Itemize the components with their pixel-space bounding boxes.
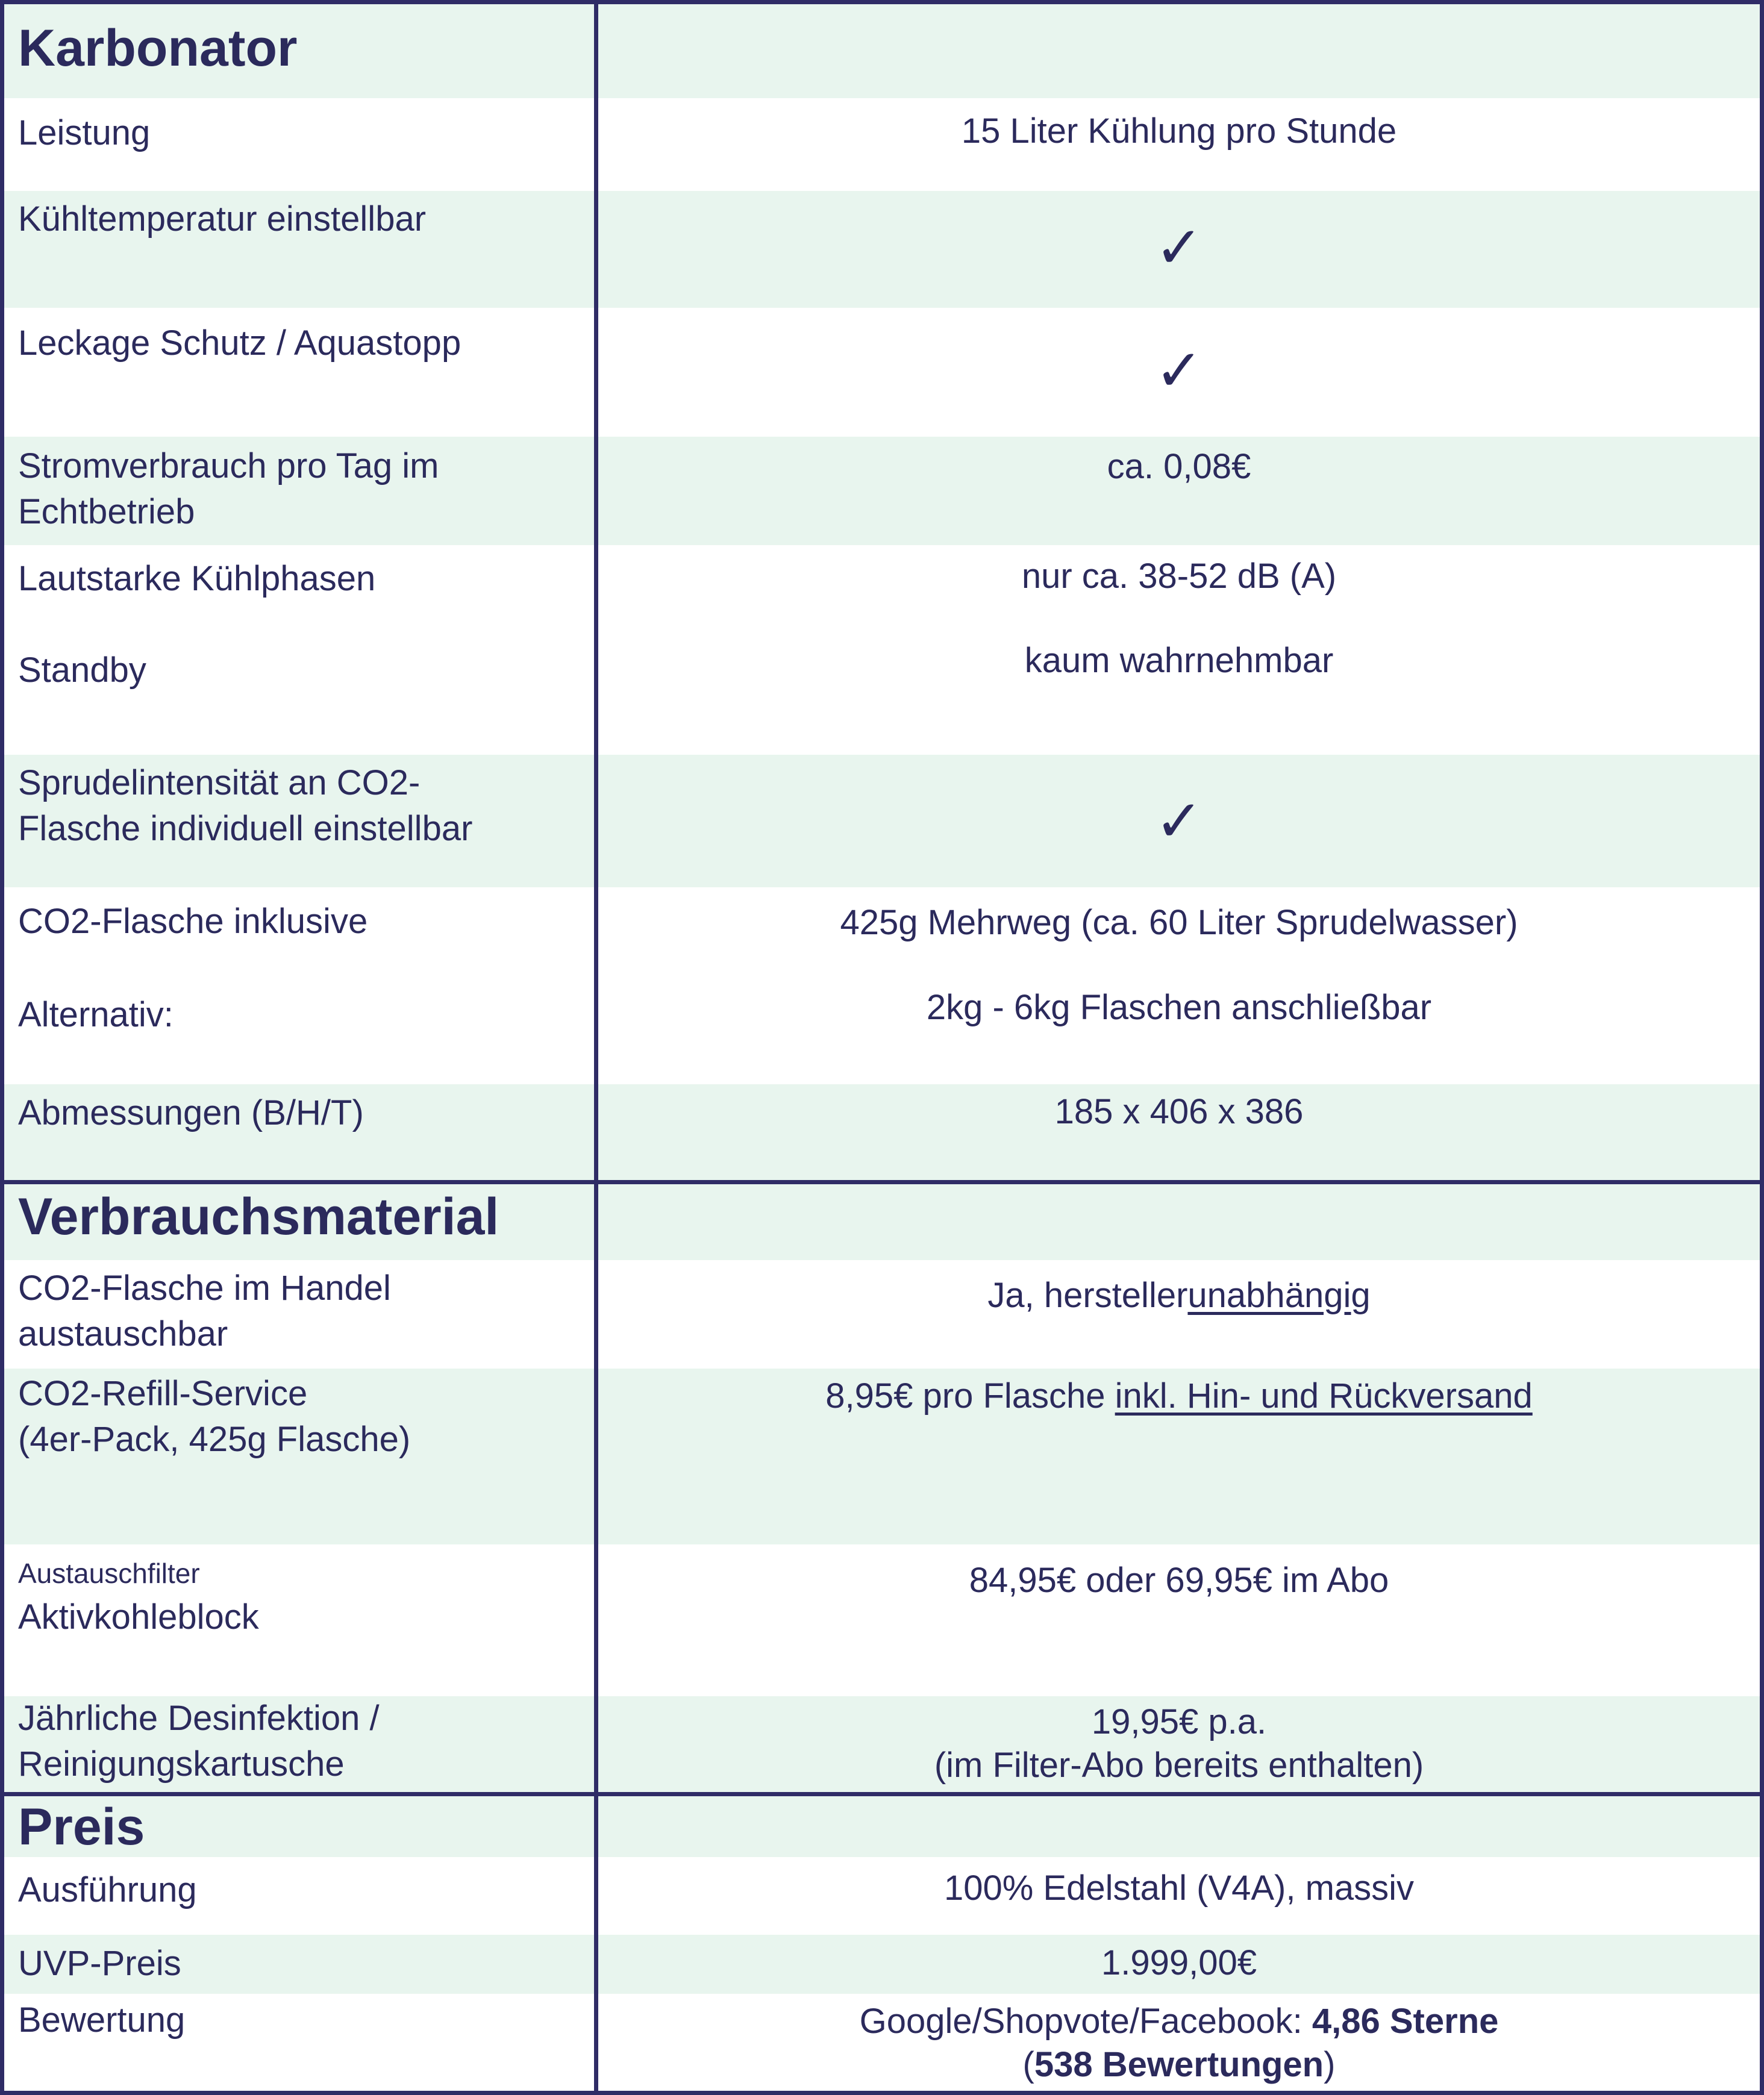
row-label-austauschfilter: Austauschfilter [18, 1558, 200, 1589]
row-label-kuehltemperatur: Kühltemperatur einstellbar [18, 199, 427, 239]
row-label-co2-flasche: CO2-Flasche inklusive [18, 902, 368, 941]
checkmark-icon: ✓ [1154, 789, 1204, 854]
paren-close: ) [1324, 2045, 1336, 2084]
row-label-leistung: Leistung [18, 113, 151, 152]
row-label-bewertung: Bewertung [18, 2000, 186, 2040]
row-label-co2-handel-line1: CO2-Flasche im Handel [18, 1269, 391, 1308]
row-value-abmessungen: 185 x 406 x 386 [1054, 1092, 1304, 1131]
value-text: Google/Shopvote/Facebook: [859, 2002, 1312, 2041]
row-label-sprudel-line2: Flasche individuell einstellbar [18, 809, 473, 848]
section-title-verbrauchsmaterial: Verbrauchsmaterial [18, 1188, 499, 1246]
row-label-desinfektion-line1: Jährliche Desinfektion / [18, 1699, 380, 1738]
rating-count: 538 Bewertungen [1034, 2045, 1324, 2084]
value-text: Ja, hersteller [987, 1276, 1188, 1315]
row-label-alternativ: Alternativ: [18, 995, 174, 1034]
section-divider [0, 1792, 1764, 1796]
row-label-co2-handel-line2: austauschbar [18, 1314, 228, 1353]
rating-stars: 4,86 Sterne [1312, 2002, 1499, 2041]
row-label-refill-line2: (4er-Pack, 425g Flasche) [18, 1420, 411, 1459]
row-value-leistung: 15 Liter Kühlung pro Stunde [961, 111, 1397, 151]
row-label-lautstaerke: Lautstarke Kühlphasen [18, 559, 376, 598]
row-value-lautstaerke: nur ca. 38-52 dB (A) [1021, 557, 1337, 596]
row-value-co2-flasche: 425g Mehrweg (ca. 60 Liter Sprudelwasser) [840, 903, 1518, 942]
value-text: 8,95€ pro Flasche [825, 1376, 1115, 1416]
row-value-uvp: 1.999,00€ [1101, 1943, 1257, 1982]
row-value-desinfektion-line2: (im Filter-Abo bereits enthalten) [934, 1746, 1424, 1785]
section-title-preis: Preis [18, 1798, 145, 1856]
section-title-karbonator: Karbonator [18, 19, 298, 77]
row-label-abmessungen: Abmessungen (B/H/T) [18, 1093, 364, 1132]
row-value-strom: ca. 0,08€ [1107, 447, 1251, 486]
column-divider [594, 0, 598, 2095]
row-label-leckage: Leckage Schutz / Aquastopp [18, 323, 461, 363]
paren-open: ( [1022, 2045, 1034, 2084]
checkmark-icon: ✓ [1154, 339, 1204, 403]
section-divider [0, 1180, 1764, 1184]
row-value-filter: 84,95€ oder 69,95€ im Abo [969, 1561, 1389, 1600]
row-value-co2-handel [598, 1274, 1760, 1317]
row-label-uvp: UVP-Preis [18, 1944, 181, 1983]
row-label-standby: Standby [18, 651, 146, 690]
row-label-aktivkohleblock: Aktivkohleblock [18, 1597, 259, 1637]
row-value-refill [598, 1375, 1760, 1418]
row-value-ausfuehrung: 100% Edelstahl (V4A), massiv [943, 1869, 1415, 1908]
versand-link[interactable]: inkl. Hin- und Rückversand [1115, 1376, 1533, 1416]
checkmark-icon: ✓ [1154, 216, 1204, 280]
row-label-sprudel-line1: Sprudelintensität an CO2- [18, 763, 421, 802]
row-value-bewertung-line2 [598, 2043, 1760, 2087]
row-label-strom-line2: Echtbetrieb [18, 492, 195, 531]
row-label-ausfuehrung: Ausführung [18, 1870, 197, 1909]
row-value-alternativ: 2kg - 6kg Flaschen anschließbar [926, 988, 1432, 1027]
row-value-bewertung-line1 [598, 2000, 1760, 2043]
row-label-desinfektion-line2: Reinigungskartusche [18, 1744, 345, 1784]
unabhaengig-link[interactable]: unabhängig [1187, 1276, 1371, 1315]
row-label-strom-line1: Stromverbrauch pro Tag im [18, 446, 439, 486]
row-value-desinfektion-line1: 19,95€ p.a. [1091, 1702, 1267, 1741]
row-value-standby: kaum wahrnehmbar [1024, 641, 1334, 680]
row-label-refill-line1: CO2-Refill-Service [18, 1374, 308, 1413]
